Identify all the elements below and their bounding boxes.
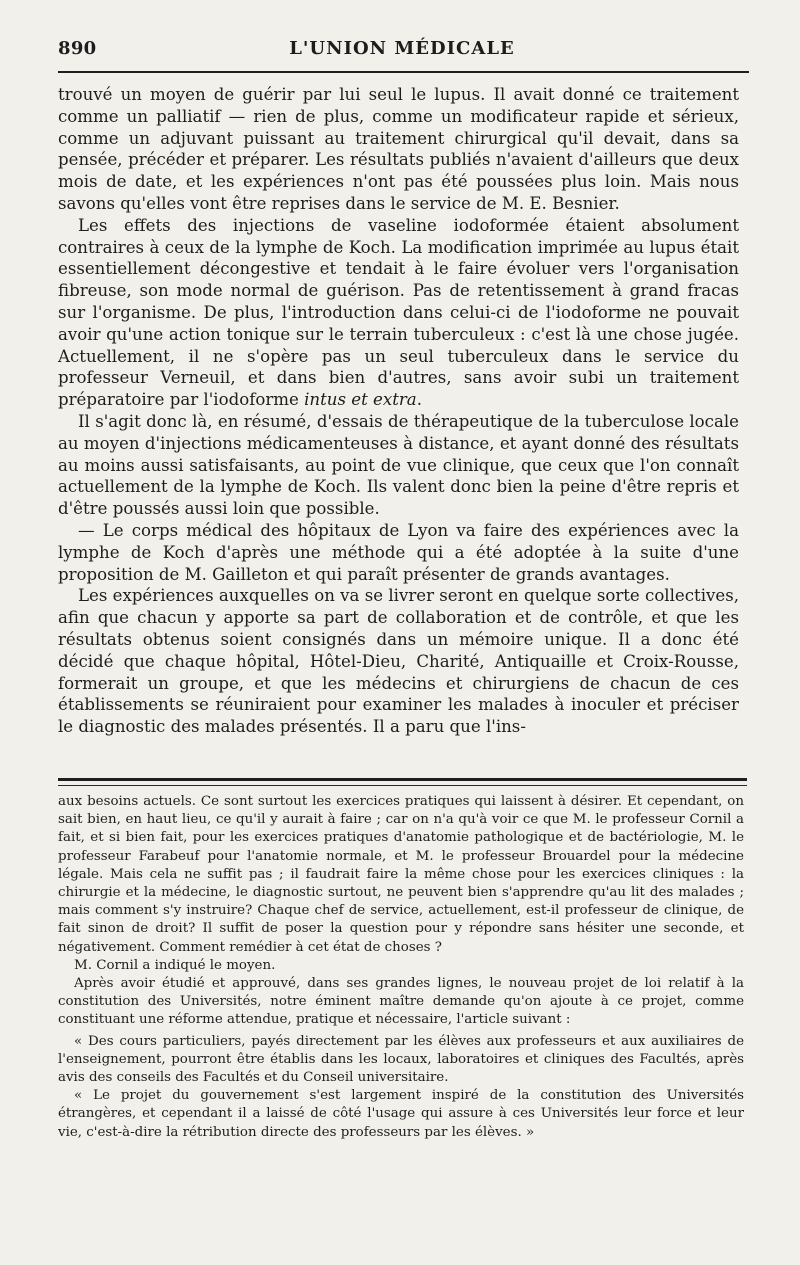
footnote-paragraph: M. Cornil a indiqué le moyen. (74, 957, 276, 973)
journal-title: L'UNION MÉDICALE (289, 38, 515, 59)
header-rule (58, 71, 749, 73)
paragraph-iodoform-effects (58, 215, 739, 411)
paragraph-summary: Il s'agit donc là, en résumé, d'essais de thérapeutique de la tuberculose locale au moyen d'injections médicamenteuses à distance, et ayant donné des résultats au moins aussi satisfaisants, au point de vue clinique, que ceux que l'on connaît actuellement de la lymphe de Koch. Ils valent donc bien la peine d'être repris et d'être poussés aussi loin que possible. (58, 411, 739, 519)
footnote-quote: « Le projet du gouvernement s'est largement inspiré de la constitution des Universités étrangères, et cependant il a laissé de côté l'usage qui assure à ces Universités leur force et leur vie, c'est-à-dire la rétribution directe des professeurs par les élèves. » (58, 1088, 744, 1140)
footnote-quote: « Des cours particuliers, payés directement par les élèves aux professeurs et aux auxiliaires de l'enseignement, pourront être établis dans les locaux, laboratoires et cliniques des Facultés, après avis des conseils des Facultés et du Conseil universitaire. (58, 1033, 744, 1086)
main-text (58, 84, 739, 738)
footnote-rule-thin (58, 785, 747, 786)
paragraph-lyon-hospitals: — Le corps médical des hôpitaux de Lyon va faire des expériences avec la lymphe de Koch d'après une méthode qui a été adoptée à la suite d'une proposition de M. Gailleton et qui paraît présenter de grands avantages. (58, 520, 739, 584)
page-number: 890 (58, 38, 97, 59)
footnote-rule (58, 778, 747, 781)
page-header (58, 38, 746, 68)
footnote-paragraph: Après avoir étudié et approuvé, dans ses grandes lignes, le nouveau projet de loi relatif à la constitution des Universités, notre éminent maître demande qu'on ajoute à ce projet, comme constituant une réforme attendue, pratique et nécessaire, l'article suivant : (58, 976, 744, 1028)
italic-phrase: intus et extra (304, 390, 417, 410)
paragraph-continuation: trouvé un moyen de guérir par lui seul le lupus. Il avait donné ce traitement comme un palliatif — rien de plus, comme un modificateur rapide et sérieux, comme un adjuvant puissant au traitement chirurgical qu'il devait, dans sa pensée, précéder et préparer. Les résultats publiés n'avaient d'ailleurs que deux mois de date, et les expériences n'ont pas été poussées plus loin. Mais nous savons qu'elles vont être reprises dans le service de M. E. Besnier. (58, 85, 739, 213)
footnote-paragraph: aux besoins actuels. Ce sont surtout les exercices pratiques qui laissent à désirer. Et cependant, on sait bien, en haut lieu, ce qu'il y aurait à faire ; car on n'a qu'à voir ce que M. le professeur Cornil a fait, et si bien fait, pour les exercices pratiques d'anatomie pathologique et de bactériologie, M. le professeur Farabeuf pour l'anatomie normale, et M. le professeur Brouardel pour la médecine légale. Mais cela ne suffit pas ; il faudrait faire la même chose pour les exercices cliniques : la chirurgie et la médecine, le diagnostic surtout, ne peuvent bien s'apprendre qu'au lit des malades ; mais comment s'y instruire? Chaque chef de service, actuellement, est-il professeur de clinique, de fait sinon de droit? Il suffit de poser la question pour y répondre sans hésiter une seconde, et négativement. Comment remédier à cet état de choses ? (58, 794, 744, 955)
paragraph-end-period: . (416, 390, 422, 410)
paragraph-iodoform-body: Les effets des injections de vaseline iodoformée étaient absolument contraires à ceux de la lymphe de Koch. La modification imprimée au lupus était essentiellement décongestive et tendait à le faire évoluer vers l'organisation fibreuse, son mode normal de guérison. Pas de retentissement à grand fracas sur l'organisme. De plus, l'introduction dans celui-ci de l'iodoforme ne pouvait avoir qu'une action tonique sur le terrain tuberculeux : c'est là une chose jugée. Actuellement, il ne s'opère pas un seul tuberculeux dans le service du professeur Verneuil, et dans bien d'autres, sans avoir subi un traitement préparatoire par l'iodoforme (58, 215, 739, 410)
footnotes (58, 793, 744, 1142)
paragraph-collective-experiments: Les expériences auxquelles on va se livrer seront en quelque sorte collectives, afin que chacun y apporte sa part de collaboration et de contrôle, et que les résultats obtenus soient consignés dans un mémoire unique. Il a donc été décidé que chaque hôpital, Hôtel-Dieu, Charité, Antiquaille et Croix-Rousse, formerait un groupe, et que les médecins et chirurgiens de chacun de ces établissements se réuniraient pour examiner les malades à inoculer et préciser le diagnostic des malades présentés. Il a paru que l'ins- (58, 586, 739, 737)
